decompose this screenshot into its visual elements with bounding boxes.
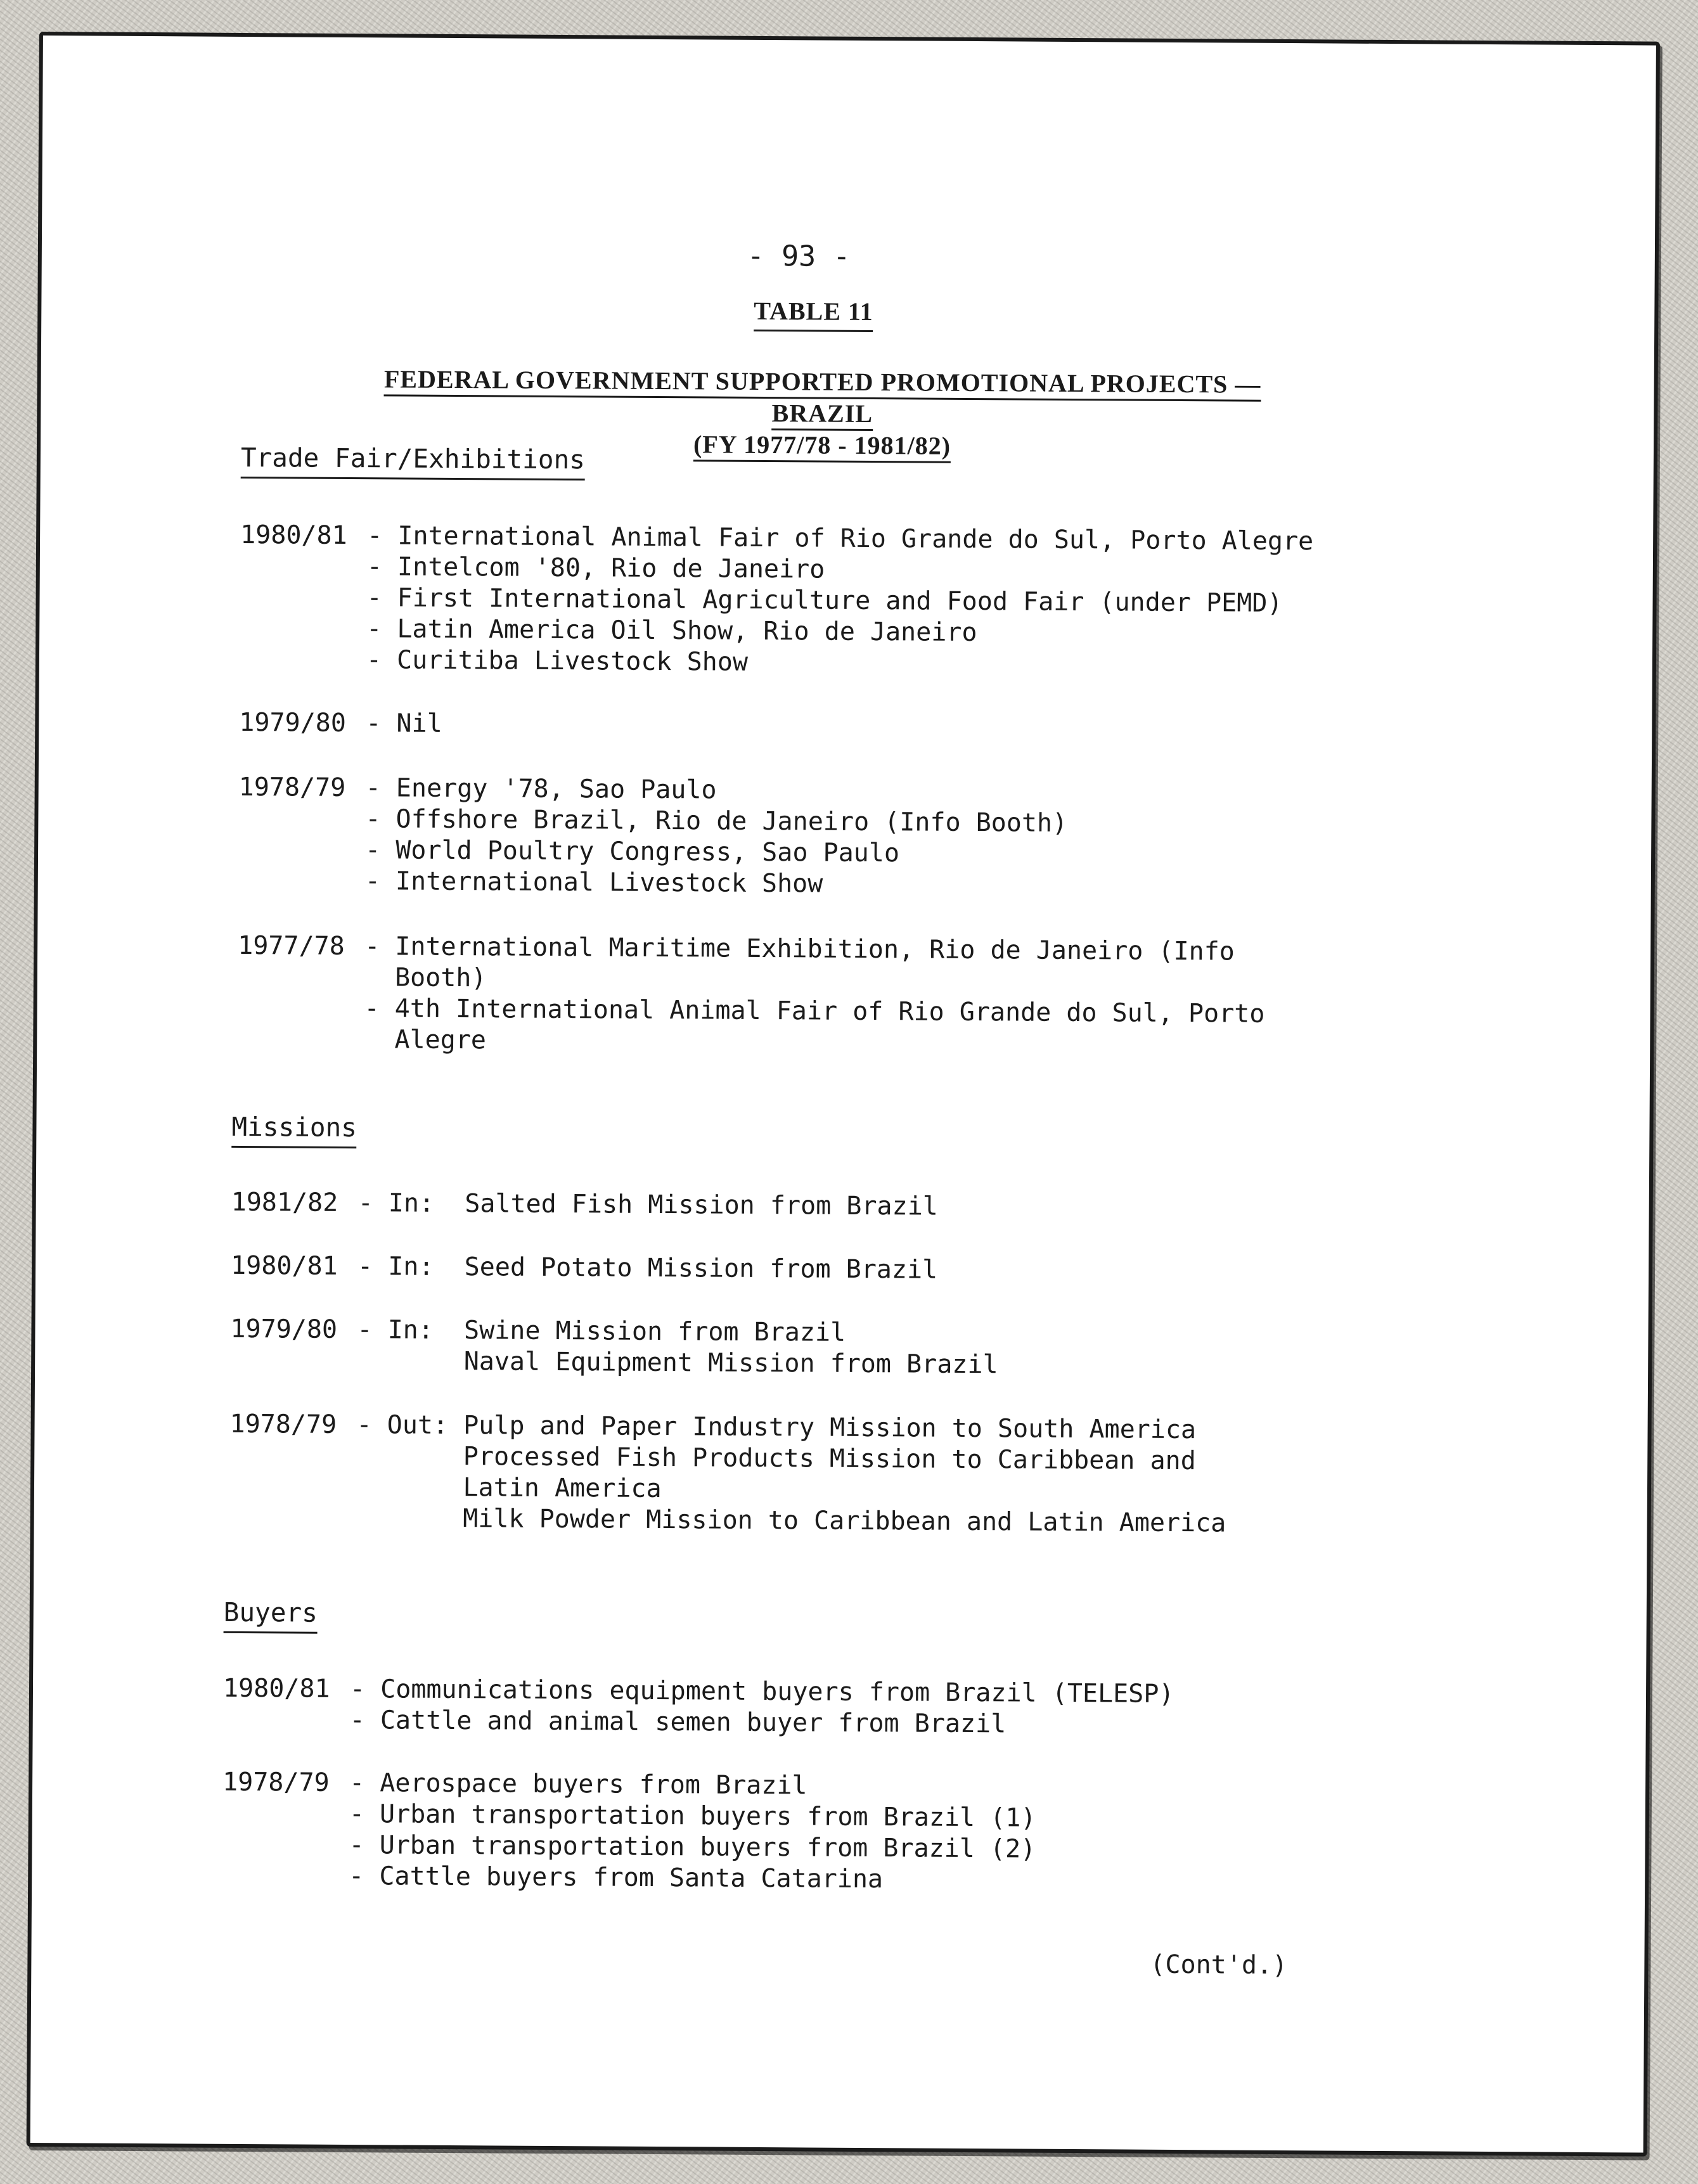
table-title-line1: FEDERAL GOVERNMENT SUPPORTED PROMOTIONAL PROJECTS — BRAZIL bbox=[384, 364, 1261, 431]
list-item: 1980/81 - Communications equipment buyers from Brazil (TELESP) bbox=[222, 1673, 1174, 1709]
table-title-line2: (FY 1977/78 - 1981/82) bbox=[693, 430, 951, 463]
list-item: - Intelcom '80, Rio de Janeiro bbox=[366, 552, 825, 584]
list-item: 1978/79 - Aerospace buyers from Brazil bbox=[222, 1767, 807, 1801]
list-item: Latin America bbox=[356, 1472, 662, 1504]
list-item: - First International Agriculture and Food Fair (under PEMD) bbox=[366, 583, 1283, 618]
section-heading-missions: Missions bbox=[231, 1112, 357, 1148]
list-item: - Cattle and animal semen buyer from Brazil bbox=[349, 1705, 1007, 1739]
list-item: - Curitiba Livestock Show bbox=[366, 645, 749, 677]
list-item: - 4th International Animal Fair of Rio Grande do Sul, Porto bbox=[364, 994, 1265, 1029]
list-item: - International Livestock Show bbox=[364, 866, 823, 899]
document-page bbox=[27, 32, 1660, 2157]
list-item: - Cattle buyers from Santa Catarina bbox=[349, 1861, 884, 1894]
section-heading-buyers: Buyers bbox=[224, 1597, 318, 1634]
list-item: - Urban transportation buyers from Brazil (1) bbox=[349, 1799, 1036, 1833]
list-item: 1978/79 - Out: Pulp and Paper Industry Mission to South America bbox=[229, 1409, 1197, 1445]
list-item: 1979/80 - In: Swine Mission from Brazil bbox=[230, 1314, 846, 1347]
list-item: 1981/82 - In: Salted Fish Mission from Brazil bbox=[231, 1187, 938, 1221]
table-label: TABLE 11 bbox=[754, 296, 873, 332]
list-item: Milk Powder Mission to Caribbean and Latin America bbox=[356, 1503, 1226, 1538]
list-item: 1980/81 - In: Seed Potato Mission from Brazil bbox=[230, 1250, 938, 1285]
list-item: - Latin America Oil Show, Rio de Janeiro bbox=[366, 614, 977, 648]
continued-note: (Cont'd.) bbox=[1150, 1950, 1288, 1981]
list-item: - Offshore Brazil, Rio de Janeiro (Info Booth) bbox=[365, 804, 1068, 838]
page-number: - 93 - bbox=[747, 238, 851, 273]
list-item: 1977/78 - International Maritime Exhibition, Rio de Janeiro (Info bbox=[238, 930, 1235, 967]
list-item: Naval Equipment Mission from Brazil bbox=[357, 1346, 998, 1380]
list-item: 1980/81 - International Animal Fair of Rio Grande do Sul, Porto Alegre bbox=[240, 520, 1314, 556]
list-item: Alegre bbox=[364, 1025, 487, 1055]
list-item: Booth) bbox=[364, 963, 487, 993]
list-item: 1978/79 - Energy '78, Sao Paulo bbox=[238, 772, 717, 805]
list-item: 1979/80 - Nil bbox=[239, 707, 442, 738]
list-item: - Urban transportation buyers from Brazil (2) bbox=[349, 1830, 1036, 1864]
list-item: Processed Fish Products Mission to Caribbean and bbox=[356, 1441, 1196, 1476]
list-item: - World Poultry Congress, Sao Paulo bbox=[364, 835, 900, 868]
section-heading-trade-fair: Trade Fair/Exhibitions bbox=[241, 442, 585, 480]
